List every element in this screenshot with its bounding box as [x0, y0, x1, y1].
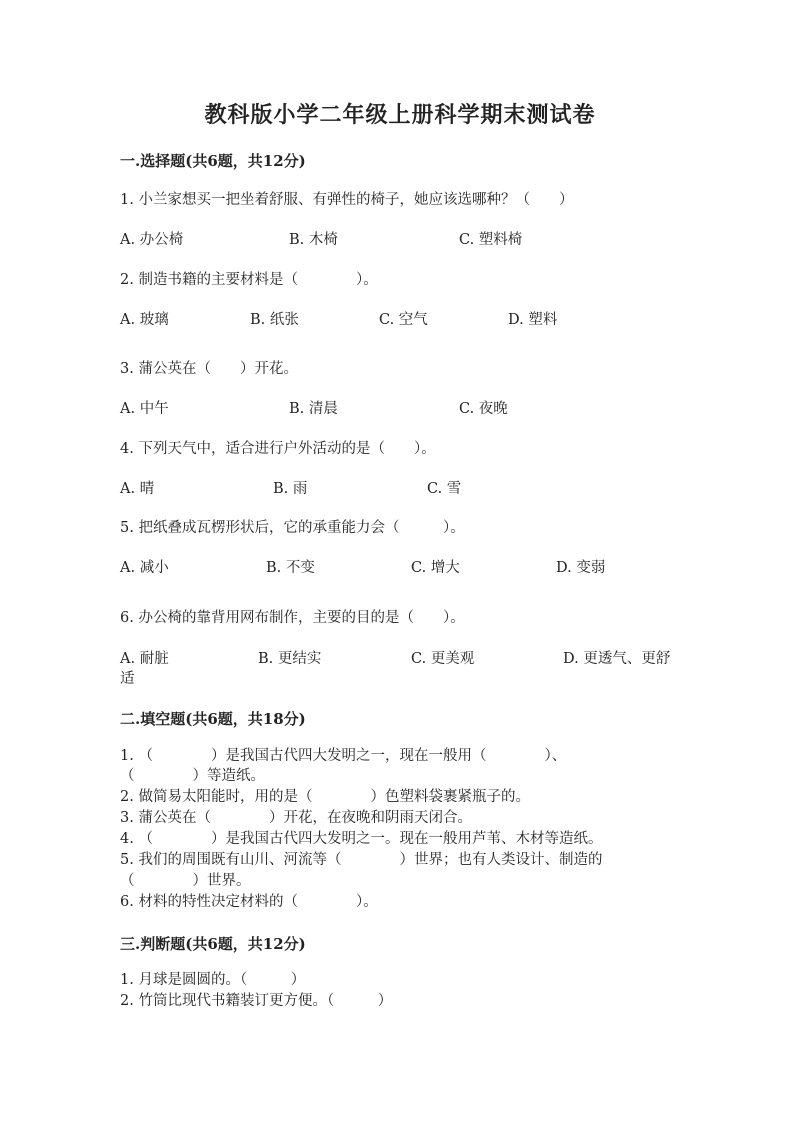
choice-5-option-d: D. 变弱: [556, 560, 606, 576]
choice-1-option-a: A. 办公椅: [120, 232, 184, 248]
choice-4-option-a: A. 晴: [120, 481, 155, 497]
choice-6-option-a: A. 耐脏: [120, 651, 169, 667]
judge-question-1: 1. 月球是圆圆的。（ ）: [120, 972, 306, 988]
choice-question-1: 1. 小兰家想买一把坐着舒服、有弹性的椅子，她应该选哪种？（ ）: [120, 192, 574, 208]
choice-2-option-c: C. 空气: [379, 312, 428, 328]
fill-line-6: 5. 我们的周围既有山川、河流等（ ）世界；也有人类设计、制造的: [120, 852, 603, 868]
choice-1-option-b: B. 木椅: [289, 232, 338, 248]
choice-2-option-a: A. 玻璃: [120, 312, 169, 328]
fill-line-4: 3. 蒲公英在（ ）开花，在夜晚和阴雨天闭合。: [120, 810, 472, 826]
choice-question-4: 4. 下列天气中，适合进行户外活动的是（ ）。: [120, 441, 436, 457]
choice-6-option-b: B. 更结实: [258, 651, 322, 667]
choice-3-option-c: C. 夜晚: [459, 401, 508, 417]
choice-question-3: 3. 蒲公英在（ ）开花。: [120, 361, 298, 377]
fill-line-7: （ ）世界。: [120, 873, 251, 889]
fill-line-3: 2. 做简易太阳能时，用的是（ ）色塑料袋裹紧瓶子的。: [120, 789, 530, 805]
choice-question-2: 2. 制造书籍的主要材料是（ ）。: [120, 272, 378, 288]
section-heading-choice: 一.选择题(共6题，共12分): [120, 152, 306, 170]
judge-question-2: 2. 竹筒比现代书籍装订更方便。（ ）: [120, 993, 393, 1009]
section-heading-fill: 二.填空题(共6题，共18分): [120, 710, 306, 728]
fill-line-1: 1. （ ）是我国古代四大发明之一，现在一般用（ ）、: [120, 748, 567, 764]
page-title: 教科版小学二年级上册科学期末测试卷: [204, 102, 596, 128]
choice-3-option-b: B. 清晨: [289, 401, 338, 417]
choice-5-option-c: C. 增大: [411, 560, 460, 576]
choice-question-6: 6. 办公椅的靠背用网布制作，主要的目的是（ ）。: [120, 610, 465, 626]
choice-4-option-b: B. 雨: [273, 481, 308, 497]
choice-6-option-c: C. 更美观: [411, 651, 475, 667]
choice-5-option-a: A. 减小: [120, 560, 169, 576]
choice-4-option-c: C. 雪: [427, 481, 462, 497]
fill-line-8: 6. 材料的特性决定材料的（ ）。: [120, 894, 378, 910]
choice-2-option-d: D. 塑料: [508, 312, 558, 328]
choice-question-5: 5. 把纸叠成瓦楞形状后，它的承重能力会（ ）。: [120, 520, 465, 536]
fill-line-5: 4. （ ）是我国古代四大发明之一。现在一般用芦苇、木材等造纸。: [120, 831, 603, 847]
fill-line-2: （ ）等造纸。: [120, 768, 265, 784]
section-heading-judge: 三.判断题(共6题，共12分): [120, 935, 306, 953]
choice-6-option-d-wrap: 适: [120, 671, 135, 687]
choice-1-option-c: C. 塑料椅: [459, 232, 523, 248]
choice-2-option-b: B. 纸张: [250, 312, 299, 328]
choice-5-option-b: B. 不变: [266, 560, 315, 576]
choice-3-option-a: A. 中午: [120, 401, 169, 417]
choice-6-option-d: D. 更透气、更舒: [563, 651, 671, 667]
